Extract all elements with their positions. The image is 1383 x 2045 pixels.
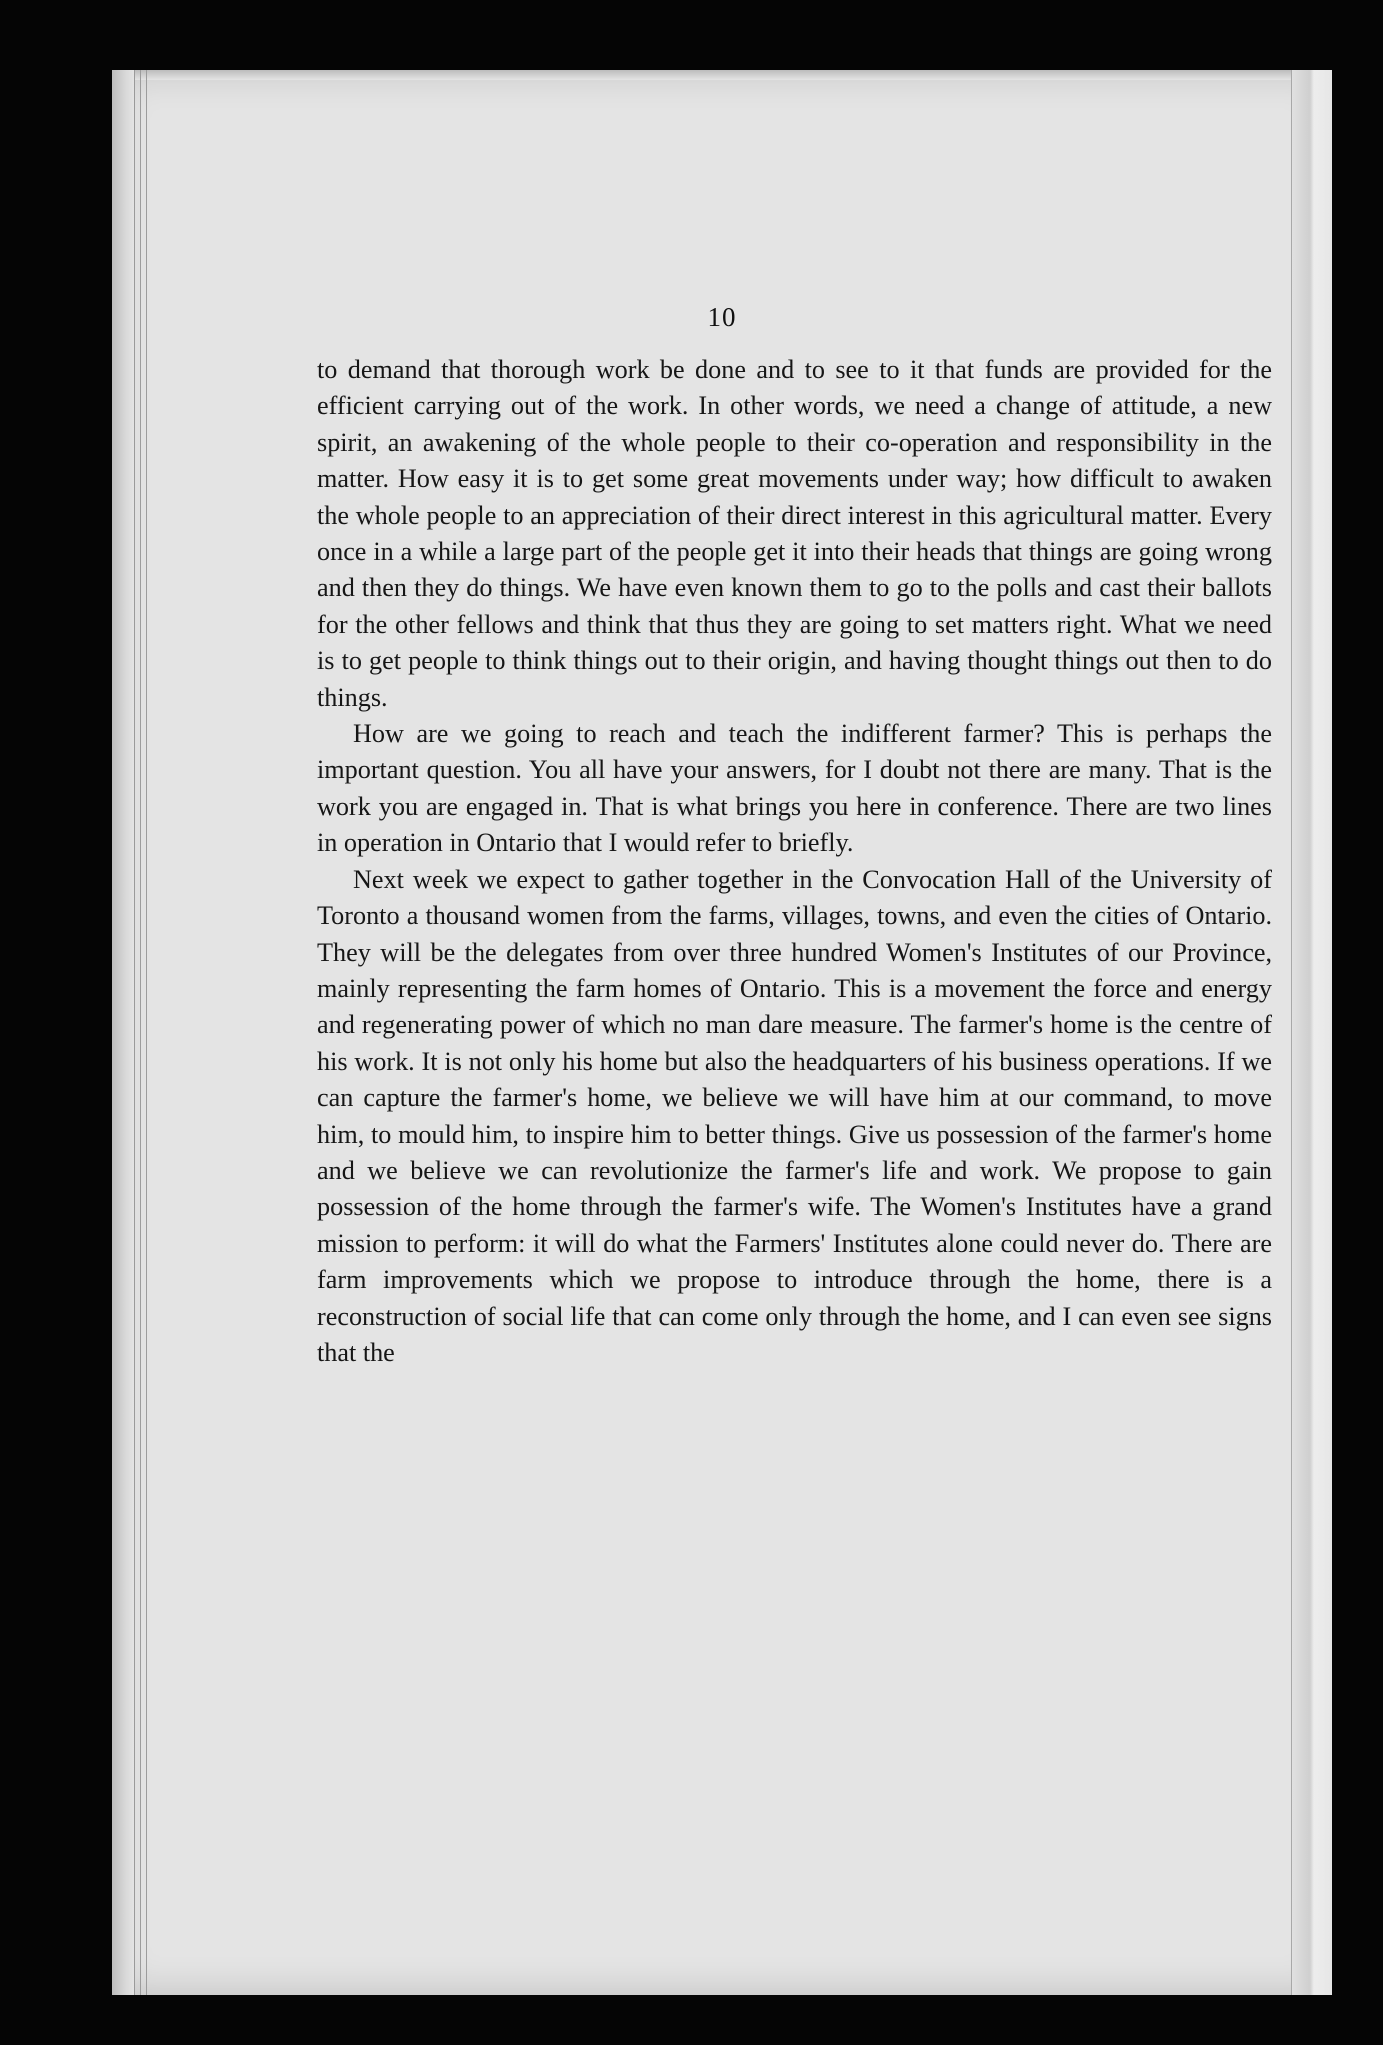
- paragraph: to demand that thorough work be done and to see to it that funds are provided for the efficient carrying out of the work. In other words, we need a change of attitude, a new spirit, an awakening of the whole people to their co-operation and responsibility in the matter. How easy it is to get some great movements under way; how difficult to awaken the whole people to an appreciation of their direct interest in this agricultural matter. Every once in a while a large part of the people get it into their heads that things are going wrong and then they do things. We have even known them to go to the polls and cast their ballots for the other fellows and think that thus they are going to set matters right. What we need is to get people to think things out to their origin, and having thought things out then to do things.: [317, 355, 1272, 712]
- page-binding-edge: [112, 70, 135, 1995]
- page-top-edge: [112, 70, 1332, 80]
- page-number: 10: [707, 302, 737, 332]
- binding-line: [146, 70, 147, 1995]
- body-text: [317, 352, 1272, 1371]
- page-fold-edge: [1291, 70, 1332, 1995]
- paragraph: Next week we expect to gather together in the Convocation Hall of the University of Toronto a thousand women from the farms, villages, towns, and even the cities of Ontario. They will be the delegates from over three hundred Women's Institutes of our Province, mainly representing the farm homes of Ontario. This is a movement the force and energy and regenerating power of which no man dare measure. The farmer's home is the centre of his work. It is not only his home but also the headquarters of his business operations. If we can capture the farmer's home, we believe we will have him at our command, to move him, to mould him, to inspire him to better things. Give us possession of the farmer's home and we believe we can revolutionize the farmer's life and work. We propose to gain possession of the home through the farmer's wife. The Women's Institutes have a grand mission to perform: it will do what the Farmers' Institutes alone could never do. There are farm improvements which we propose to introduce through the home, there is a reconstruction of social life that can come only through the home, and I can even see signs that the: [317, 864, 1272, 1367]
- binding-line: [140, 70, 141, 1995]
- paragraph: How are we going to reach and teach the indifferent farmer? This is perhaps the important question. You all have your answers, for I doubt not there are many. That is the work you are engaged in. That is what brings you here in conference. There are two lines in operation in Ontario that I would refer to briefly.: [317, 719, 1272, 858]
- scanned-page: [112, 70, 1332, 1995]
